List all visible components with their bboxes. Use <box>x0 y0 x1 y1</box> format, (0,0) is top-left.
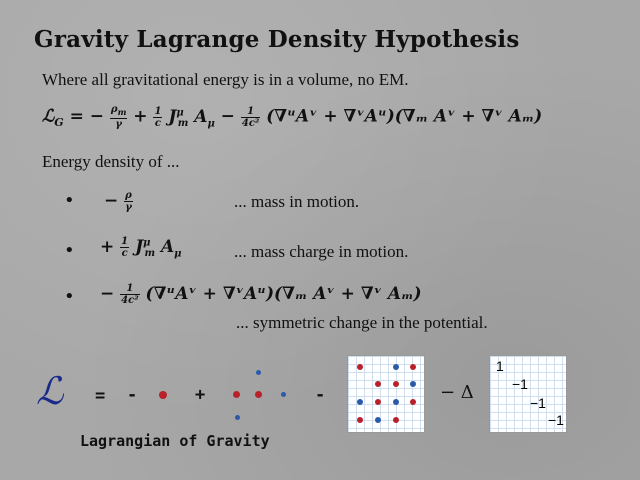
charge-dot-top <box>256 370 261 375</box>
minus-delta: − Δ <box>440 382 474 403</box>
grid-dot <box>357 399 363 405</box>
metric-matrix <box>489 355 567 433</box>
diagram-minus-2: - <box>315 385 326 405</box>
diagram-minus-1: - <box>127 385 138 405</box>
grid-dot <box>375 399 381 405</box>
charge-dot-left <box>233 391 240 398</box>
equation-minus: − <box>214 106 241 127</box>
equation-eq: = − <box>63 106 104 127</box>
matrix-entry-3: −1 <box>530 395 546 411</box>
charge-dot-bottom <box>235 415 240 420</box>
bullet-2-dot: • <box>64 240 75 261</box>
grid-dot <box>393 381 399 387</box>
equation-lhs-sub: G <box>54 115 64 129</box>
energy-density-label: Energy density of ... <box>42 152 180 171</box>
grid-dot <box>410 381 416 387</box>
bullet-2-expr: + $\frac{1}{c}$ $J^\mu_m$ $A_\mu$ <box>100 236 182 260</box>
fraction-1-c: $\frac{1}{c}$ <box>154 105 162 129</box>
grid-dot <box>393 399 399 405</box>
equation-plus: + <box>127 106 154 127</box>
diagram-plus: + <box>195 385 206 405</box>
grid-dot <box>357 417 363 423</box>
matrix-entry-4: −1 <box>548 412 564 428</box>
fraction-1-4c2: $\frac{1}{\text{4c²}}$ <box>241 105 260 129</box>
script-l-symbol: ℒ <box>36 369 64 413</box>
lagrange-equation <box>42 104 542 130</box>
equation-term2: $J^\mu_m$ $A_\mu$ <box>168 106 215 129</box>
grid-dot <box>410 364 416 370</box>
bullet-3-desc: ... symmetric change in the potential. <box>236 313 488 332</box>
grid-dot <box>375 417 381 423</box>
grid-dot <box>357 364 363 370</box>
diagram-equals: = <box>95 386 106 406</box>
charge-dot-right <box>281 392 286 397</box>
charge-dot-center <box>255 391 262 398</box>
matrix-entry-2: −1 <box>512 376 528 392</box>
bullet-3-expr: − $\frac{1}{\text{4c²}}$ (∇ᵘAᵛ + ∇ᵛAᵘ)(∇ₘ Aᵛ + ∇ᵛ Aₘ) <box>100 283 422 306</box>
grid-dot <box>393 417 399 423</box>
equation-term3: (∇ᵘAᵛ + ∇ᵛAᵘ)(∇ₘ Aᵛ + ∇ᵛ Aₘ) <box>260 106 543 127</box>
bullet-2-desc: ... mass charge in motion. <box>234 242 409 261</box>
intro-text: Where all gravitational energy is in a volume, no EM. <box>42 70 409 89</box>
matrix-entry-1: 1 <box>496 358 504 374</box>
bullet-3-dot: • <box>64 286 75 307</box>
bullet-1-expr: − $\frac{\rho}{\gamma}$ <box>104 190 132 213</box>
bullet-1-desc: ... mass in motion. <box>234 192 360 211</box>
diagram-caption: Lagrangian of Gravity <box>80 432 270 450</box>
grid-dot <box>410 399 416 405</box>
grid-dot <box>375 381 381 387</box>
bullet-1-dot: • <box>64 190 75 211</box>
grid-dot <box>393 364 399 370</box>
mass-dot <box>159 391 167 399</box>
fraction-rho-gamma: $\frac{\rho_m}{\gamma}$ <box>110 104 127 130</box>
equation-lhs: ℒ <box>42 106 55 127</box>
page-title: Gravity Lagrange Density Hypothesis <box>34 26 520 53</box>
potential-grid <box>347 355 425 433</box>
